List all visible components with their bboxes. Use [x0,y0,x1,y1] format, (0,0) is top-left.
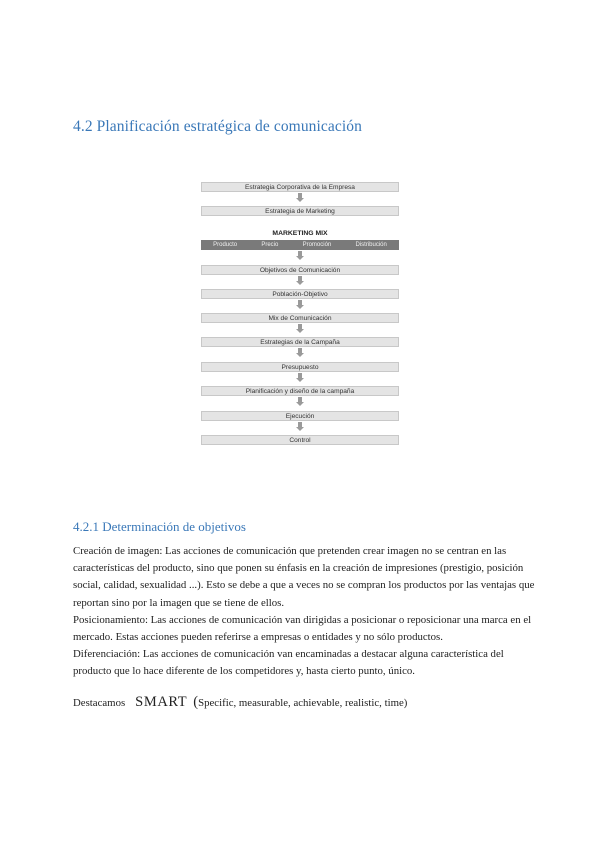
marketing-mix-bar [201,240,399,250]
diagram-box-campaign-planning: Planificación y diseño de la campaña [201,386,399,396]
marketing-mix-item-price: Precio [261,242,279,248]
smart-lead: Destacamos [73,697,126,709]
marketing-mix-item-promotion: Promoción [302,242,332,248]
diagram-box-campaign-strategies: Estrategias de la Campaña [201,337,399,347]
smart-line [73,694,407,711]
strategic-planning-diagram [201,182,399,450]
diagram-box-communication-mix: Mix de Comunicación [201,313,399,323]
marketing-mix-title: MARKETING MIX [272,230,328,237]
marketing-mix-item-distribution: Distribución [355,242,387,248]
diagram-box-corporate-strategy: Estrategia Corporativa de la Empresa [201,182,399,192]
down-arrow-icon [296,348,304,357]
diagram-box-target-population: Población-Objetivo [201,289,399,299]
paragraph-image-creation: Creación de imagen: Las acciones de comunicación que pretenden crear imagen no se centran en las características del producto, sino que ponen su énfasis en la creación de impresiones (prestigio, posición social, calidad, sexualidad ...). Esto se debe a que a veces no se compran los productos por las ventajas que reportan sino por la imagen que se tiene de ellos. [73,545,535,609]
diagram-box-control: Control [201,435,399,445]
down-arrow-icon [296,300,304,309]
smart-detail: Specific, measurable, achievable, realistic, time) [198,697,408,709]
body-text [73,543,543,681]
diagram-box-execution: Ejecución [201,411,399,421]
smart-open-paren: ( [193,694,199,710]
smart-keyword: SMART [135,694,188,710]
diagram-box-communication-objectives: Objetivos de Comunicación [201,265,399,275]
down-arrow-icon [296,324,304,333]
diagram-box-budget: Presupuesto [201,362,399,372]
section-title: 4.2 Planificación estratégica de comunicación [73,118,362,135]
down-arrow-icon [296,276,304,285]
down-arrow-icon [296,193,304,202]
down-arrow-icon [296,373,304,382]
paragraph-differentiation: Diferenciación: Las acciones de comunicación van encaminadas a destacar alguna característica del producto que lo hace diferente de los competidores y, hasta cierto punto, único. [73,648,504,678]
down-arrow-icon [296,422,304,431]
marketing-mix-item-product: Producto [213,242,238,248]
subsection-title: 4.2.1 Determinación de objetivos [73,519,246,534]
down-arrow-icon [296,251,304,260]
paragraph-positioning: Posicionamiento: Las acciones de comunicación van dirigidas a posicionar o reposicionar una marca en el mercado. Estas acciones pueden referirse a empresas o entidades y no sólo productos. [73,613,532,644]
diagram-box-marketing-strategy: Estrategia de Marketing [201,206,399,216]
down-arrow-icon [296,397,304,406]
